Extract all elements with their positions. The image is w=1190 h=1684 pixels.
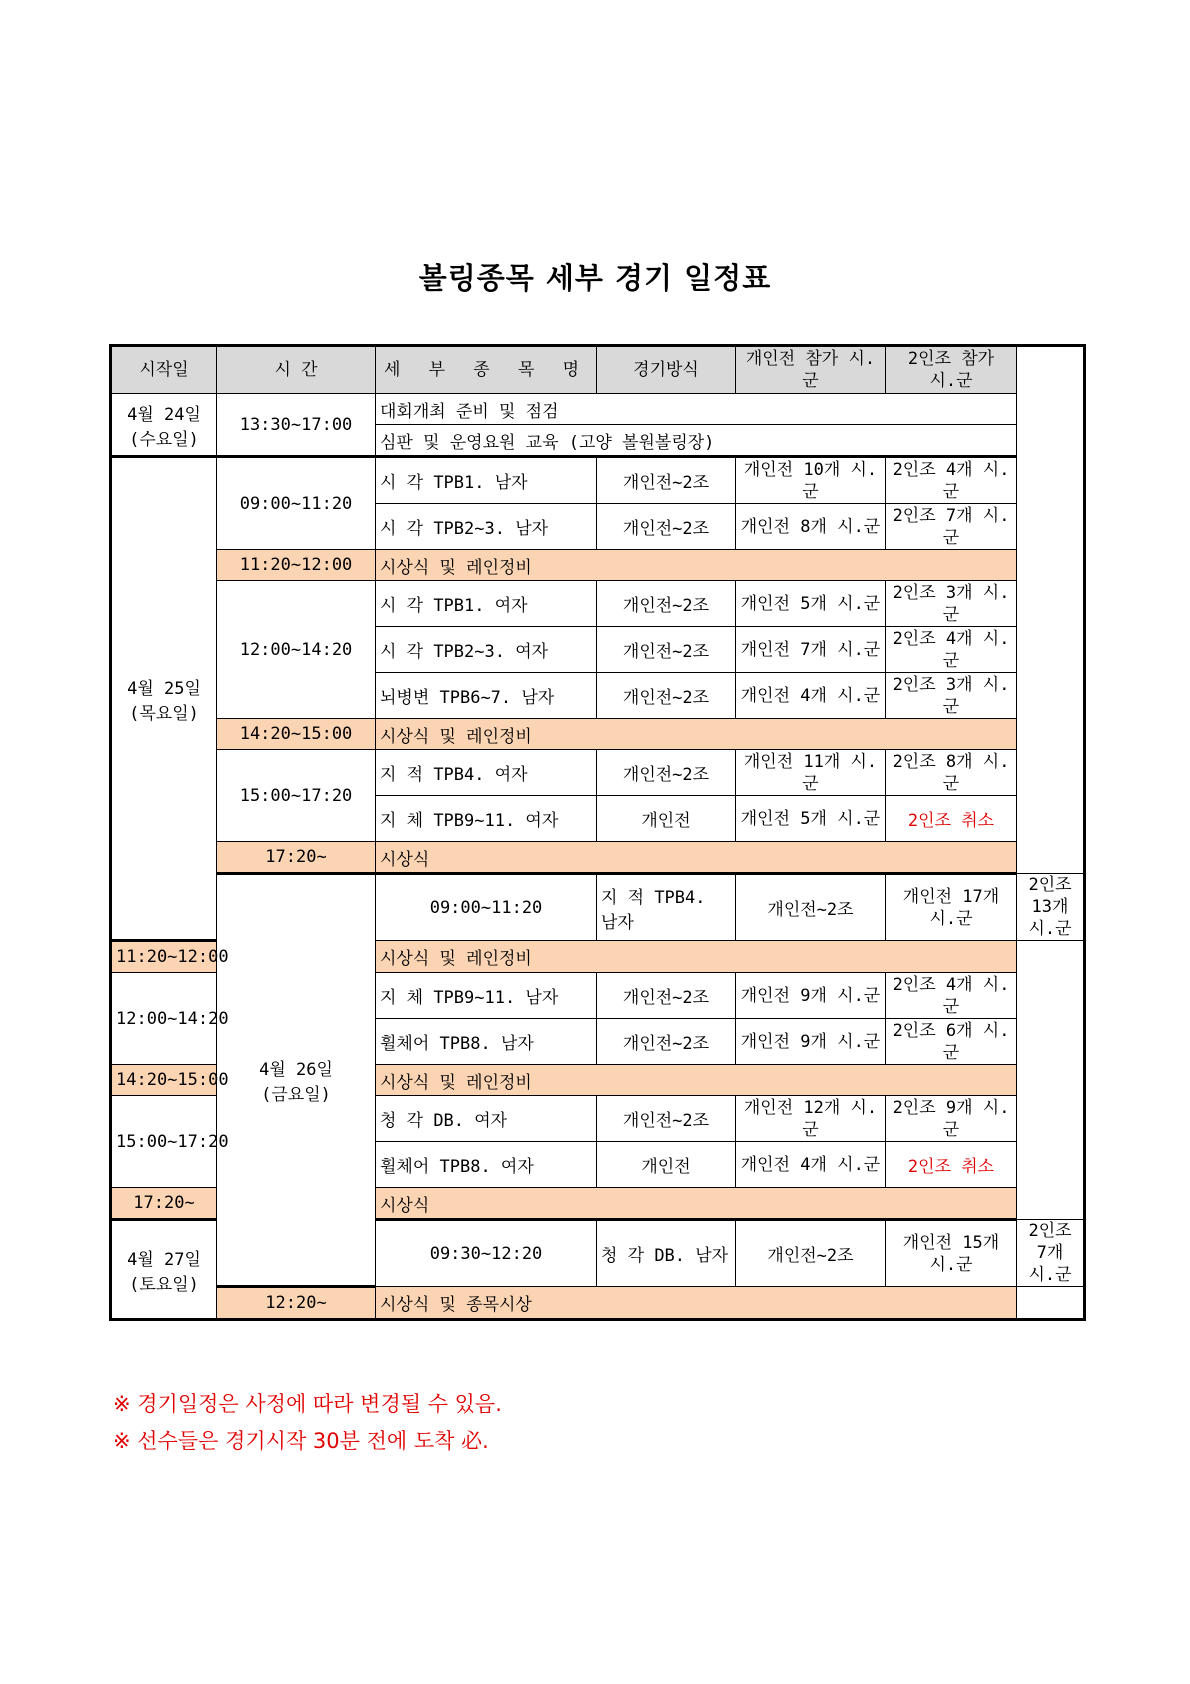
method-cell: 개인전~2조 — [736, 874, 886, 941]
pair-cell: 2인조 6개 시.군 — [886, 1019, 1017, 1065]
weekday-line: (목요일) — [129, 703, 199, 724]
method-cell: 개인전 — [597, 796, 736, 842]
weekday-line: (수요일) — [129, 429, 199, 450]
event-cell: 휠체어 TPB8. 남자 — [376, 1019, 597, 1065]
page-title: 볼링종목 세부 경기 일정표 — [418, 261, 772, 295]
header-pair: 2인조 참가 시.군 — [886, 346, 1017, 394]
pair-cell: 2인조 4개 시.군 — [886, 973, 1017, 1019]
break-cell: 시상식 및 레인정비 — [376, 719, 1017, 750]
time-cell: 17:20~ — [217, 842, 376, 874]
event-cell: 휠체어 TPB8. 여자 — [376, 1142, 597, 1188]
method-cell: 개인전~2조 — [597, 627, 736, 673]
event-cell: 시 각 TPB1. 여자 — [376, 581, 597, 627]
time-cell: 09:00~11:20 — [217, 457, 376, 550]
method-cell: 개인전~2조 — [597, 581, 736, 627]
event-cell: 지 적 TPB4. 남자 — [597, 874, 736, 941]
time-cell: 13:30~17:00 — [217, 394, 376, 457]
event-cell: 청 각 DB. 남자 — [597, 1220, 736, 1287]
method-cell: 개인전~2조 — [597, 457, 736, 504]
time-cell: 12:20~ — [217, 1287, 376, 1320]
date-line: 4월 25일 — [127, 678, 201, 699]
indiv-cell: 개인전 4개 시.군 — [736, 673, 886, 719]
notes — [113, 1386, 502, 1460]
time-cell: 15:00~17:20 — [217, 750, 376, 842]
event-cell: 시 각 TPB2~3. 여자 — [376, 627, 597, 673]
indiv-cell: 개인전 7개 시.군 — [736, 627, 886, 673]
schedule-table — [109, 344, 1086, 1321]
event-cell: 시 각 TPB1. 남자 — [376, 457, 597, 504]
time-cell: 14:20~15:00 — [111, 1065, 217, 1096]
method-cell: 개인전~2조 — [597, 1096, 736, 1142]
date-line: 4월 26일 — [259, 1060, 333, 1080]
pair-cell: 2인조 9개 시.군 — [886, 1096, 1017, 1142]
indiv-cell: 개인전 10개 시.군 — [736, 457, 886, 504]
date-line: 4월 27일 — [127, 1249, 201, 1270]
weekday-line: (금요일) — [261, 1085, 331, 1105]
pair-cell: 2인조 7개 시.군 — [886, 504, 1017, 550]
event-cell: 심판 및 운영요원 교육 (고양 볼원볼링장) — [376, 425, 1017, 457]
break-row — [111, 1287, 1085, 1320]
time-cell: 12:00~14:20 — [111, 973, 217, 1065]
date-cell — [111, 1220, 217, 1320]
indiv-cell: 개인전 17개 시.군 — [886, 874, 1017, 941]
table-row — [111, 394, 1085, 425]
method-cell: 개인전~2조 — [597, 1019, 736, 1065]
time-cell: 09:30~12:20 — [376, 1220, 597, 1287]
weekday-line: (토요일) — [129, 1274, 199, 1295]
pair-cell: 2인조 3개 시.군 — [886, 673, 1017, 719]
indiv-cell: 개인전 5개 시.군 — [736, 581, 886, 627]
pair-cell: 2인조 13개 시.군 — [1017, 874, 1085, 941]
indiv-cell: 개인전 9개 시.군 — [736, 973, 886, 1019]
method-cell: 개인전~2조 — [736, 1220, 886, 1287]
method-cell: 개인전~2조 — [597, 504, 736, 550]
time-cell: 11:20~12:00 — [217, 550, 376, 581]
pair-cell: 2인조 4개 시.군 — [886, 627, 1017, 673]
date-cell — [217, 874, 376, 1287]
header-indiv: 개인전 참가 시.군 — [736, 346, 886, 394]
break-cell: 시상식 및 레인정비 — [376, 550, 1017, 581]
time-cell: 14:20~15:00 — [217, 719, 376, 750]
table-row — [111, 874, 1085, 941]
break-row — [111, 550, 1085, 581]
method-cell: 개인전 — [597, 1142, 736, 1188]
pair-cell: 2인조 4개 시.군 — [886, 457, 1017, 504]
header-event: 세 부 종 목 명 — [376, 346, 597, 394]
event-cell: 대회개최 준비 및 점검 — [376, 394, 1017, 425]
date-cell — [111, 394, 217, 457]
table-row — [111, 750, 1085, 796]
pair-cell: 2인조 7개 시.군 — [1017, 1220, 1085, 1287]
indiv-cell: 개인전 9개 시.군 — [736, 1019, 886, 1065]
break-cell: 시상식 — [376, 1188, 1017, 1220]
header-date: 시작일 — [111, 346, 217, 394]
event-cell: 시 각 TPB2~3. 남자 — [376, 504, 597, 550]
time-cell: 09:00~11:20 — [376, 874, 597, 941]
date-line: 4월 24일 — [127, 404, 201, 425]
table-row — [111, 457, 1085, 504]
indiv-cell: 개인전 8개 시.군 — [736, 504, 886, 550]
date-cell — [111, 457, 217, 941]
time-cell: 15:00~17:20 — [111, 1096, 217, 1188]
indiv-cell: 개인전 15개 시.군 — [886, 1220, 1017, 1287]
indiv-cell: 개인전 12개 시.군 — [736, 1096, 886, 1142]
event-cell: 지 적 TPB4. 여자 — [376, 750, 597, 796]
event-cell: 뇌병변 TPB6~7. 남자 — [376, 673, 597, 719]
pair-cancelled-cell: 2인조 취소 — [886, 1142, 1017, 1188]
indiv-cell: 개인전 5개 시.군 — [736, 796, 886, 842]
break-cell: 시상식 및 종목시상 — [376, 1287, 1017, 1320]
time-cell: 11:20~12:00 — [111, 941, 217, 973]
header-time: 시 간 — [217, 346, 376, 394]
note-arrival: ※ 선수들은 경기시작 30분 전에 도착 必. — [113, 1429, 489, 1453]
pair-cell: 2인조 3개 시.군 — [886, 581, 1017, 627]
indiv-cell: 개인전 11개 시.군 — [736, 750, 886, 796]
header-row — [111, 346, 1085, 394]
note-schedule-change: ※ 경기일정은 사정에 따라 변경될 수 있음. — [113, 1392, 502, 1416]
break-row — [111, 719, 1085, 750]
break-cell: 시상식 및 레인정비 — [376, 941, 1017, 973]
event-cell: 지 체 TPB9~11. 여자 — [376, 796, 597, 842]
event-cell: 청 각 DB. 여자 — [376, 1096, 597, 1142]
header-method: 경기방식 — [597, 346, 736, 394]
time-cell: 12:00~14:20 — [217, 581, 376, 719]
time-cell: 17:20~ — [111, 1188, 217, 1220]
method-cell: 개인전~2조 — [597, 750, 736, 796]
break-row — [111, 842, 1085, 874]
table-row — [111, 581, 1085, 627]
break-cell: 시상식 — [376, 842, 1017, 874]
break-cell: 시상식 및 레인정비 — [376, 1065, 1017, 1096]
method-cell: 개인전~2조 — [597, 673, 736, 719]
pair-cell: 2인조 8개 시.군 — [886, 750, 1017, 796]
method-cell: 개인전~2조 — [597, 973, 736, 1019]
indiv-cell: 개인전 4개 시.군 — [736, 1142, 886, 1188]
event-cell: 지 체 TPB9~11. 남자 — [376, 973, 597, 1019]
pair-cancelled-cell: 2인조 취소 — [886, 796, 1017, 842]
